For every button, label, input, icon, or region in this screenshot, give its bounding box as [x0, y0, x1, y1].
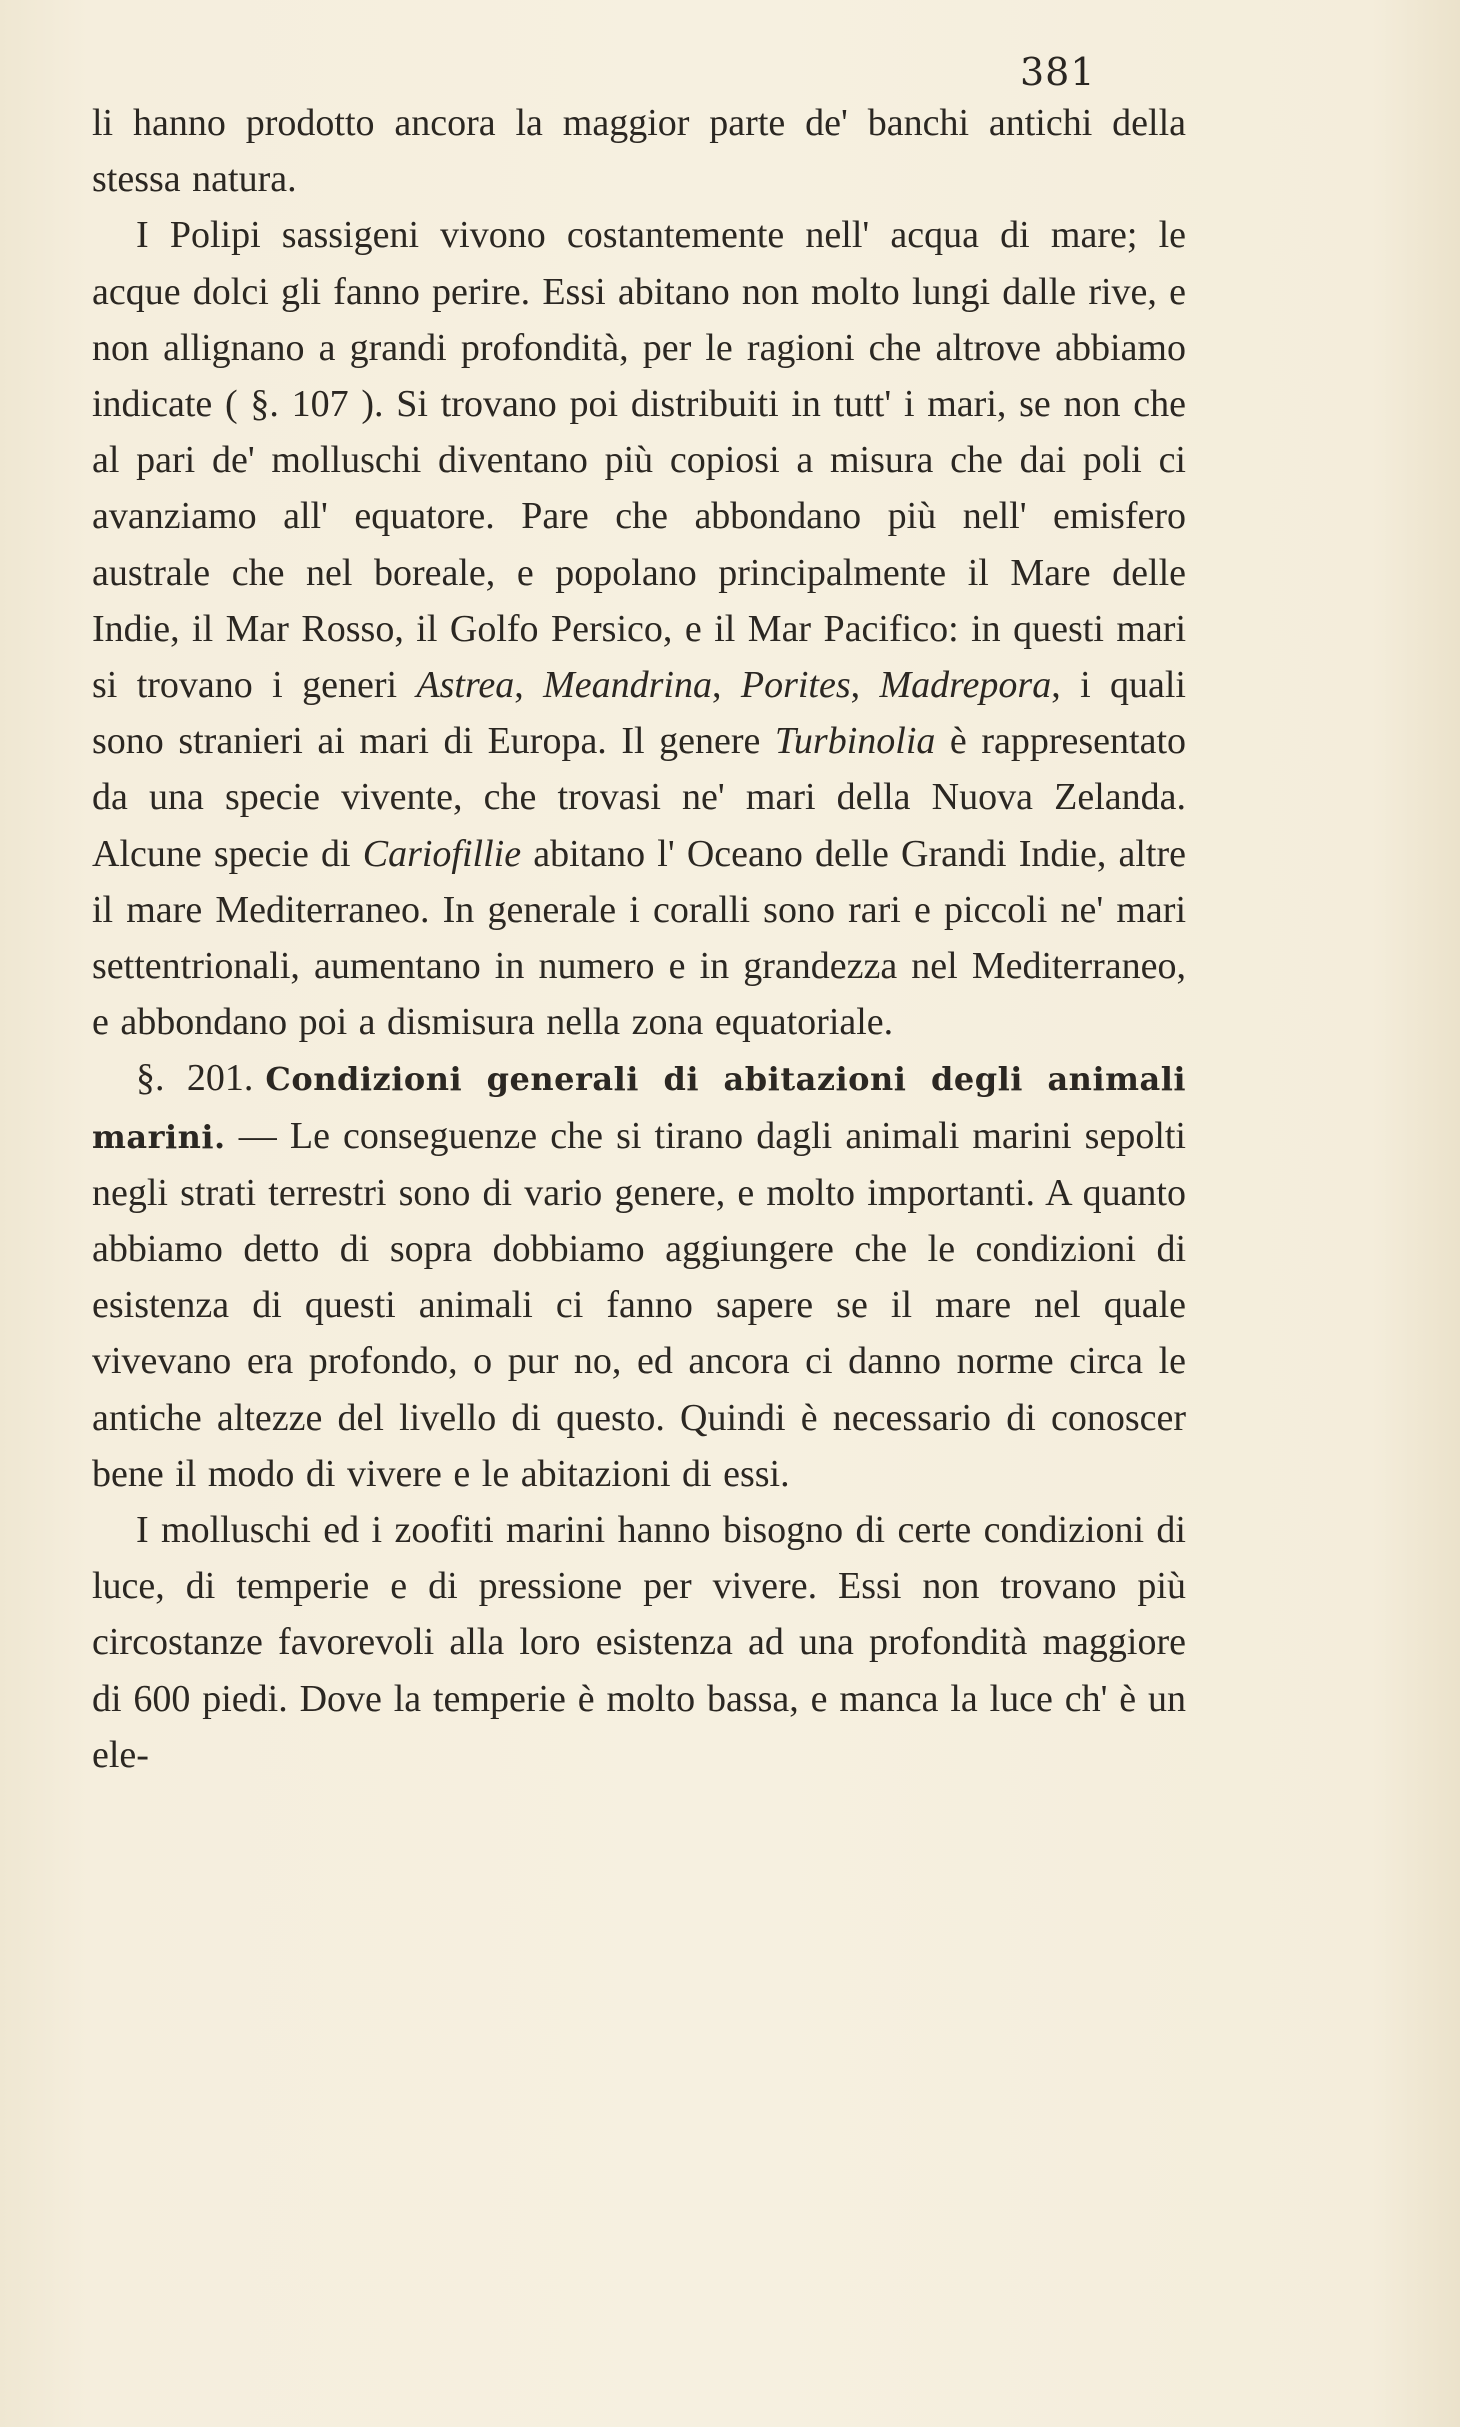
text-run: , i quali sono stranieri ai mari di Europa. Il genere [92, 664, 1186, 763]
genus-name: Meandrina [543, 664, 712, 707]
text-run: è rappresentato da una specie vivente, che trovasi ne' mari della Nuova Zelanda. Alcune specie di [92, 720, 1187, 875]
text-run: , [514, 664, 544, 707]
section-title: Condizioni generali di abitazioni degli animali marini. [92, 1060, 1186, 1156]
paragraph-polipi [92, 207, 1186, 1050]
page-number: 381 [1020, 50, 1096, 94]
text-run: — Le conseguenze che si tirano dagli animali marini sepolti negli strati terrestri sono di vario genere, e molto importanti. A quanto abbiamo detto di sopra dobbiamo aggiungere che le condizioni di esistenza di questi animali ci fanno sapere se il mare nel quale vivevano era profondo, o pur no, ed ancora ci danno norme circa le antiche altezze del livello di questo. Quindi è necessario di conoscer bene il modo di vivere e le abitazioni di essi. [92, 1114, 1186, 1495]
paragraph-molluschi: I molluschi ed i zoofiti marini hanno bisogno di certe condizioni di luce, di temperie e di pressione per vivere. Essi non trovano più circostanze favorevoli alla loro esistenza ad una profondità maggiore di 600 piedi. Dove la temperie è molto bassa, e manca la luce ch' è un ele- [92, 1509, 1186, 1776]
genus-name: Cariofillie [362, 832, 522, 875]
genus-name: Turbinolia [774, 720, 936, 763]
text-run: abitano l' Oceano delle Grandi Indie, altre il mare Mediterraneo. In generale i coralli sono rari e piccoli ne' mari settentrionali, aumentano in numero e in grandezza nel Mediterraneo, e abbondano poi a dismisura nella zona equatoriale. [92, 832, 1186, 1044]
section-number: §. 201. [136, 1057, 254, 1100]
genus-name: Porites [740, 664, 851, 707]
body-text [92, 95, 1186, 1783]
text-run: , [711, 664, 741, 707]
paragraph-continuation: li hanno prodotto ancora la maggior parte de' banchi antichi della stessa natura. [92, 102, 1186, 201]
text-run: , [850, 664, 880, 707]
genus-name: Astrea [416, 664, 515, 707]
text-run: I Polipi sassigeni vivono costantemente nell' acqua di mare; le acque dolci gli fanno perire. Essi abitano non molto lungi dalle rive, e non allignano a grandi profondità, per le ragioni che altrove abbiamo indicate ( §. 107 ). Si trovano poi distribuiti in tutt' i mari, se non che al pari de' molluschi diventano più copiosi a misura che dai poli ci avanziamo all' equatore. Pare che abbondano più nell' emisfero australe che nel boreale, e popolano principalmente il Mare delle Indie, il Mar Rosso, il Golfo Persico, e il Mar Pacifico: in questi mari si trovano i generi [92, 214, 1186, 707]
paragraph-section-201 [92, 1050, 1186, 1502]
genus-name: Madrepora [879, 664, 1052, 707]
